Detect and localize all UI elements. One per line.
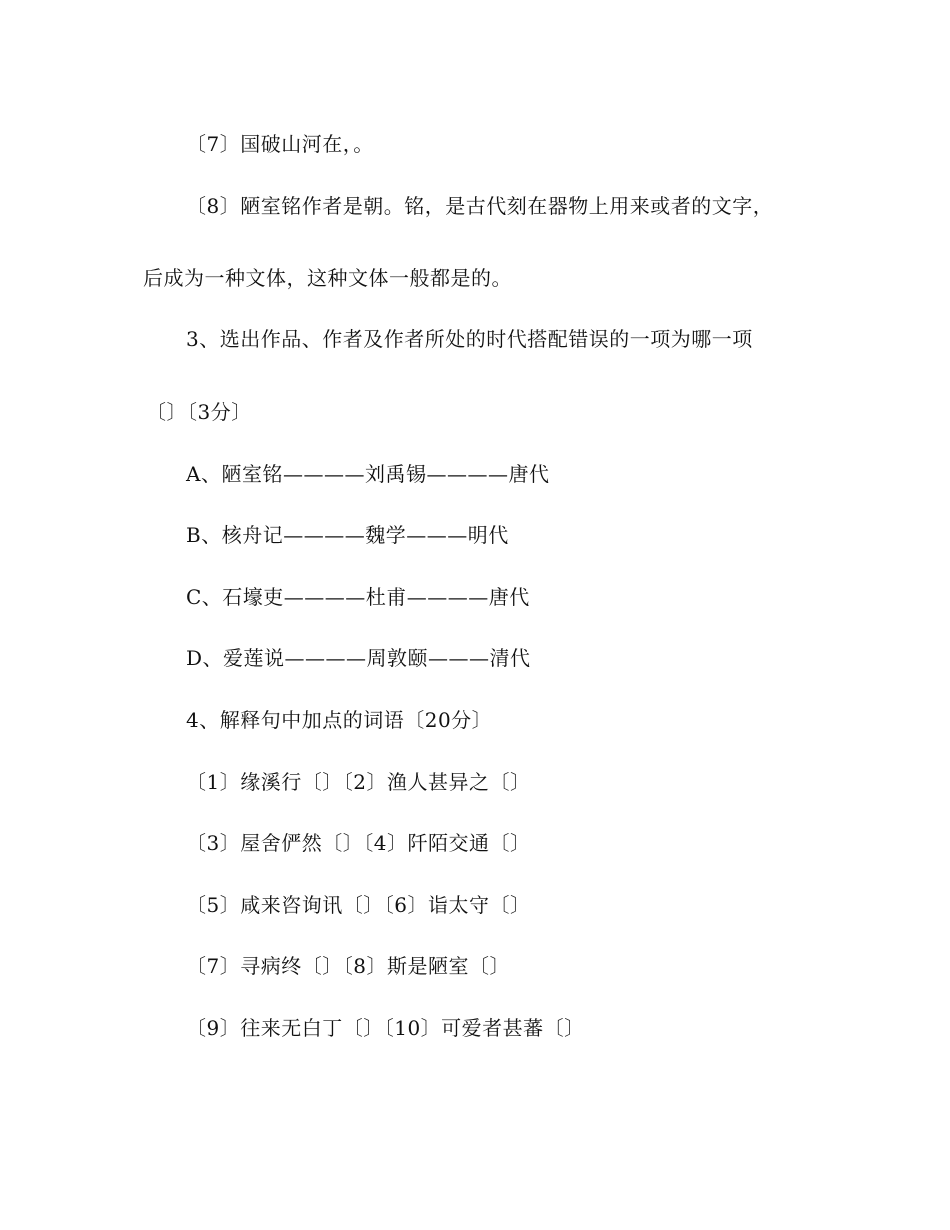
fill-blank-8-line-2: 后成为一种文体，这种文体一般都是的。 — [143, 266, 512, 290]
question-4-row-1: 〔1〕缘溪行〔〕〔2〕渔人甚异之〔〕 — [186, 770, 531, 794]
fill-blank-8-line-1: 〔8〕陋室铭作者是朝。铭，是古代刻在器物上用来或者的文字， — [186, 194, 774, 218]
question-4-row-2: 〔3〕屋舍俨然〔〕〔4〕阡陌交通〔〕 — [186, 831, 531, 855]
question-4-row-5: 〔9〕往来无白丁〔〕〔10〕可爱者甚蕃〔〕 — [186, 1016, 585, 1040]
question-3-line-1: 3、选出作品、作者及作者所处的时代搭配错误的一项为哪一项 — [186, 327, 753, 351]
question-4-row-3: 〔5〕咸来咨询讯〔〕〔6〕诣太守〔〕 — [186, 893, 531, 917]
question-3-option-b: B、核舟记————魏学———明代 — [186, 523, 509, 547]
question-3-option-c: C、石壕吏————杜甫————唐代 — [186, 585, 530, 609]
question-3-option-d: D、爱莲说————周敦颐———清代 — [186, 646, 531, 670]
question-4-title: 4、解释句中加点的词语〔20分〕 — [186, 708, 493, 732]
fill-blank-7: 〔7〕国破山河在，。 — [186, 132, 374, 156]
question-4-row-4: 〔7〕寻病终〔〕〔8〕斯是陋室〔〕 — [186, 954, 510, 978]
question-3-option-a: A、陋室铭————刘禹锡————唐代 — [186, 462, 550, 486]
question-3-line-2: 〔〕〔3分〕 — [146, 400, 252, 424]
